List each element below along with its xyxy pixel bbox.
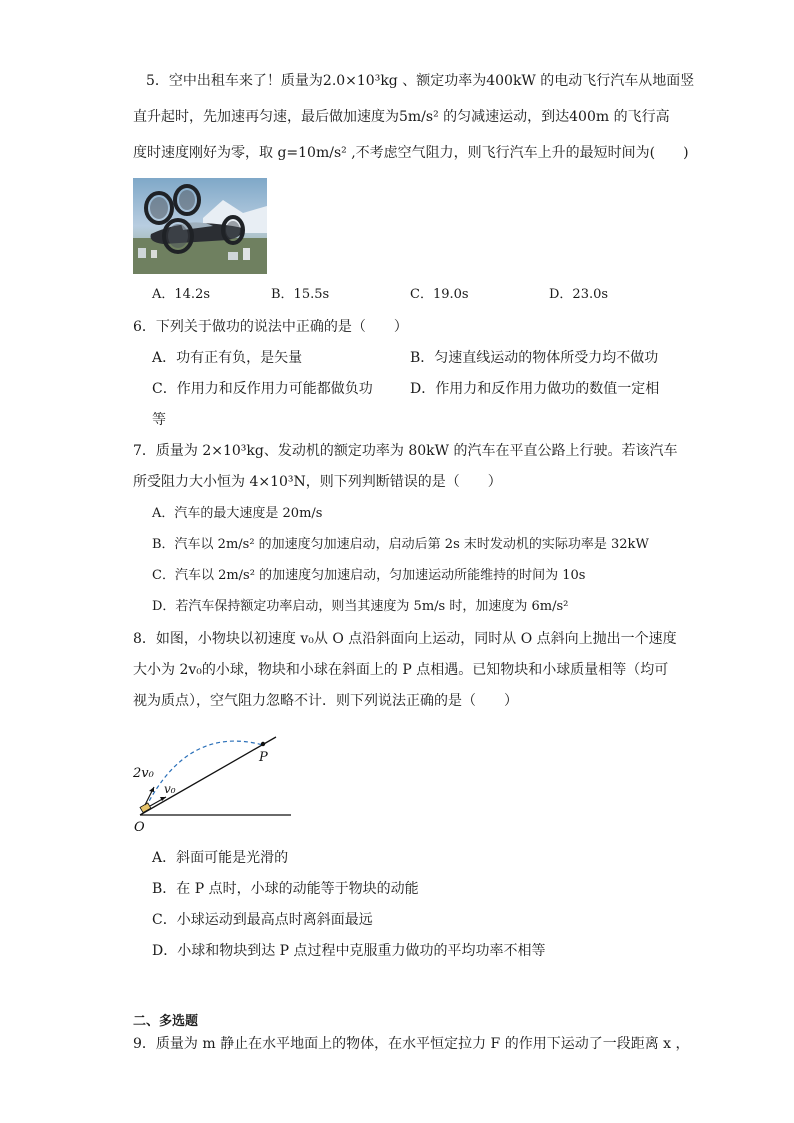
label-2v0: 2v₀	[133, 766, 154, 781]
q6-option-d-continuation: 等	[152, 412, 166, 428]
q6-stem: 6．下列关于做功的说法中正确的是（ ）	[133, 319, 408, 335]
q5-line-1: 5．空中出租车来了！质量为2.0×10³kg 、额定功率为400kW 的电动飞行汽车从地面竖	[146, 73, 695, 89]
q6-option-b: B．匀速直线运动的物体所受力均不做功	[410, 350, 659, 366]
q7-option-a: A．汽车的最大速度是 20m/s	[152, 506, 323, 521]
q7-line-1: 7．质量为 2×10³kg、发动机的额定功率为 80kW 的汽车在平直公路上行驶。若该汽车	[133, 443, 678, 459]
section-title: 二、多选题	[133, 1014, 199, 1029]
q5-option-d: D．23.0s	[549, 287, 609, 302]
incline-diagram	[128, 735, 298, 835]
q8-line-3: 视为质点），空气阻力忽略不计．则下列说法正确的是（ ）	[133, 693, 518, 709]
q7-option-c: C．汽车以 2m/s² 的加速度匀加速启动，匀加速运动所能维持的时间为 10s	[152, 568, 586, 583]
q5-option-c: C．19.0s	[410, 287, 469, 302]
q8-option-c: C．小球运动到最高点时离斜面最远	[152, 912, 373, 928]
q5-line-3: 度时速度刚好为零，取 g=10m/s² ,不考虑空气阻力，则飞行汽车上升的最短时间为( )	[133, 145, 689, 161]
q8-option-b: B．在 P 点时，小球的动能等于物块的动能	[152, 881, 419, 897]
q7-line-2: 所受阻力大小恒为 4×10³N，则下列判断错误的是（ ）	[133, 474, 502, 490]
q6-option-c: C．作用力和反作用力可能都做负功	[152, 381, 373, 397]
label-v0: v₀	[164, 782, 176, 796]
point-p-dot	[261, 742, 265, 746]
q9-line-1: 9．质量为 m 静止在水平地面上的物体，在水平恒定拉力 F 的作用下运动了一段距离 x ，	[133, 1036, 690, 1052]
q7-option-d: D．若汽车保持额定功率启动，则当其速度为 5m/s 时，加速度为 6m/s²	[152, 599, 569, 614]
label-o: O	[134, 820, 145, 835]
q8-option-a: A．斜面可能是光滑的	[152, 850, 289, 866]
q5-option-a: A．14.2s	[152, 287, 211, 302]
q6-option-a: A．功有正有负，是矢量	[152, 350, 303, 366]
q6-option-d: D．作用力和反作用力做功的数值一定相	[410, 381, 660, 397]
q5-line-2: 直升起时，先加速再匀速，最后做加速度为5m/s² 的匀减速运动，到达400m 的飞行高	[133, 109, 670, 125]
q8-line-2: 大小为 2v₀的小球，物块和小球在斜面上的 P 点相遇。已知物块和小球质量相等（均可	[133, 662, 669, 678]
q7-option-b: B．汽车以 2m/s² 的加速度匀加速启动，启动后第 2s 末时发动机的实际功率是 32kW	[152, 537, 649, 552]
label-p: P	[259, 750, 268, 765]
incline-line	[140, 737, 276, 815]
flying-car-photo	[133, 178, 267, 274]
q5-option-b: B．15.5s	[271, 287, 330, 302]
q8-option-d: D．小球和物块到达 P 点过程中克服重力做功的平均功率不相等	[152, 943, 546, 959]
q8-line-1: 8．如图，小物块以初速度 v₀从 O 点沿斜面向上运动，同时从 O 点斜向上抛出一个速度	[133, 631, 677, 647]
